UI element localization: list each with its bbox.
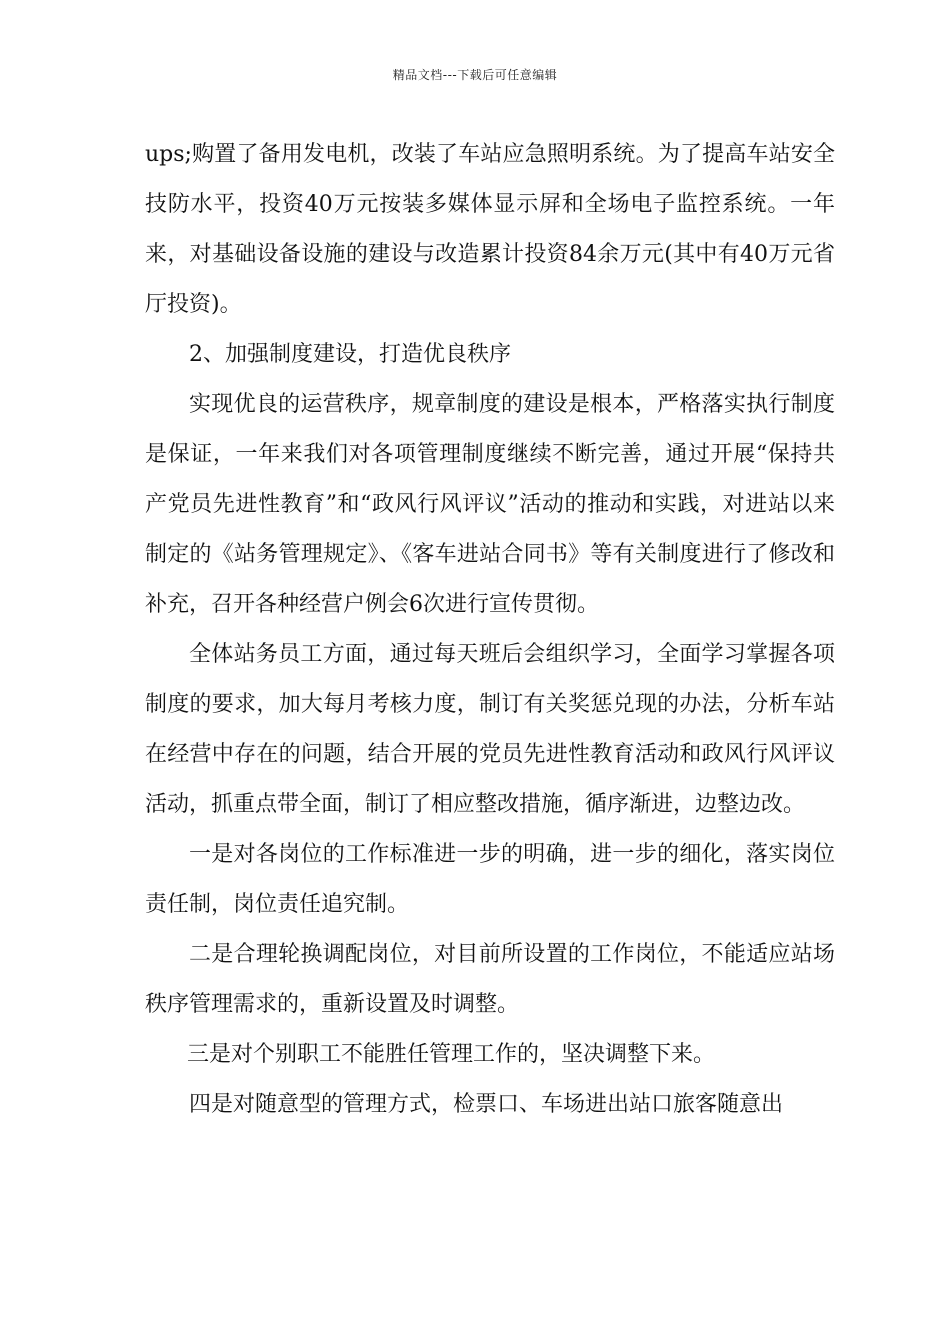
paragraph: 实现优良的运营秩序，规章制度的建设是根本，严格落实执行制度是保证，一年来我们对各项管理制度继续不断完善，通过开展“保持共产党员先进性教育”和“政风行风评议”活动的推动和实践，对进站以来制定的《站务管理规定》、《客车进站合同书》等有关制度进行了修改和补充，召开各种经营户例会6次进行宣传贯彻。 <box>145 392 835 617</box>
paragraph-continued: ups;购置了备用发电机，改装了车站应急照明系统。为了提高车站安全技防水平，投资40万元按装多媒体显示屏和全场电子监控系统。一年来，对基础设备设施的建设与改造累计投资84余万元(其中有40万元省厅投资)。 <box>145 142 835 317</box>
paragraph: 四是对随意型的管理方式，检票口、车场进出站口旅客随意出 <box>189 1092 784 1117</box>
document-body <box>145 130 835 1130</box>
section-heading: 2、加强制度建设，打造优良秩序 <box>189 342 511 367</box>
paragraph: 一是对各岗位的工作标准进一步的明确，进一步的细化，落实岗位责任制，岗位责任追究制。 <box>145 842 835 917</box>
page-header: 精品文档---下载后可任意编辑 <box>392 68 558 82</box>
paragraph: 全体站务员工方面，通过每天班后会组织学习，全面学习掌握各项制度的要求，加大每月考核力度，制订有关奖惩兑现的办法，分析车站在经营中存在的问题，结合开展的党员先进性教育活动和政风行风评议活动，抓重点带全面，制订了相应整改措施，循序渐进，边整边改。 <box>145 642 835 817</box>
paragraph: 二是合理轮换调配岗位，对目前所设置的工作岗位，不能适应站场秩序管理需求的，重新设置及时调整。 <box>145 942 835 1017</box>
paragraph: 三是对个别职工不能胜任管理工作的，坚决调整下来。 <box>187 1042 716 1067</box>
